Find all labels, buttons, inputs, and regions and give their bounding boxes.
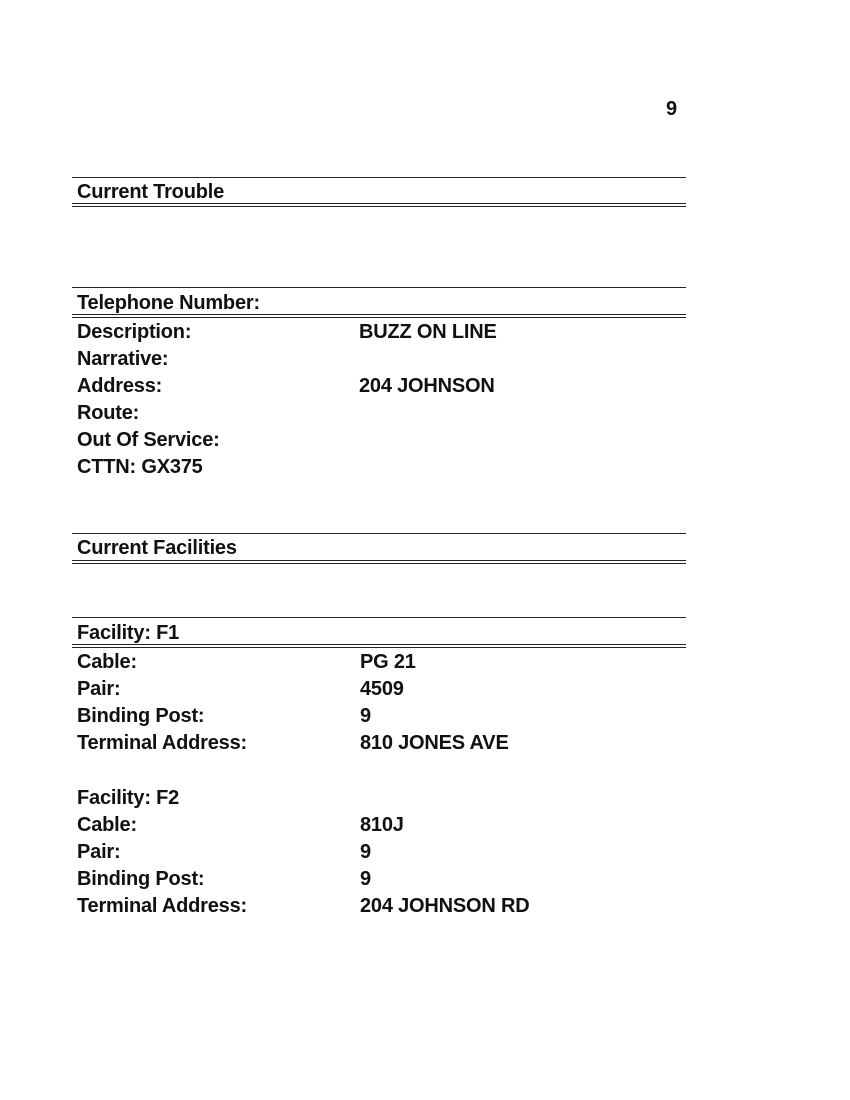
address-value: 204 JOHNSON xyxy=(359,375,495,397)
f2-terminal-address-row xyxy=(77,895,677,921)
facility-f2-heading: Facility: F2 xyxy=(77,787,180,809)
route-row xyxy=(77,402,677,428)
section-top-rule xyxy=(72,617,686,618)
cable-label: Cable: xyxy=(77,651,137,673)
narrative-label: Narrative: xyxy=(77,348,169,370)
address-label: Address: xyxy=(77,375,163,397)
route-label: Route: xyxy=(77,402,140,424)
terminal-address-value: 204 JOHNSON RD xyxy=(360,895,530,917)
cable-value: 810J xyxy=(360,814,404,836)
terminal-address-value: 810 JONES AVE xyxy=(360,732,509,754)
cttn-row xyxy=(77,456,677,482)
address-row xyxy=(77,375,677,401)
description-row xyxy=(77,321,677,347)
f1-pair-row xyxy=(77,678,677,704)
telephone-number-heading: Telephone Number: xyxy=(77,292,260,314)
section-bottom-rule xyxy=(72,314,686,318)
f1-binding-post-row xyxy=(77,705,677,731)
f1-terminal-address-row xyxy=(77,732,677,758)
page-number: 9 xyxy=(666,98,678,120)
facility-f1-heading: Facility: F1 xyxy=(77,622,180,644)
f2-cable-row xyxy=(77,814,677,840)
cable-label: Cable: xyxy=(77,814,137,836)
cable-value: PG 21 xyxy=(360,651,416,673)
binding-post-value: 9 xyxy=(360,868,371,890)
description-value: BUZZ ON LINE xyxy=(359,321,497,343)
binding-post-label: Binding Post: xyxy=(77,705,205,727)
current-facilities-heading: Current Facilities xyxy=(77,537,237,559)
section-bottom-rule xyxy=(72,644,686,648)
f2-binding-post-row xyxy=(77,868,677,894)
terminal-address-label: Terminal Address: xyxy=(77,732,247,754)
current-trouble-heading: Current Trouble xyxy=(77,181,225,203)
pair-label: Pair: xyxy=(77,841,121,863)
section-top-rule xyxy=(72,177,686,178)
terminal-address-label: Terminal Address: xyxy=(77,895,247,917)
binding-post-label: Binding Post: xyxy=(77,868,205,890)
cttn-label: CTTN: GX375 xyxy=(77,456,203,478)
section-top-rule xyxy=(72,533,686,534)
narrative-row xyxy=(77,348,677,374)
section-bottom-rule xyxy=(72,203,686,207)
binding-post-value: 9 xyxy=(360,705,371,727)
pair-value: 4509 xyxy=(360,678,404,700)
pair-label: Pair: xyxy=(77,678,121,700)
out-of-service-row xyxy=(77,429,677,455)
f1-cable-row xyxy=(77,651,677,677)
pair-value: 9 xyxy=(360,841,371,863)
description-label: Description: xyxy=(77,321,192,343)
out-of-service-label: Out Of Service: xyxy=(77,429,220,451)
f2-pair-row xyxy=(77,841,677,867)
section-top-rule xyxy=(72,287,686,288)
section-bottom-rule xyxy=(72,560,686,564)
